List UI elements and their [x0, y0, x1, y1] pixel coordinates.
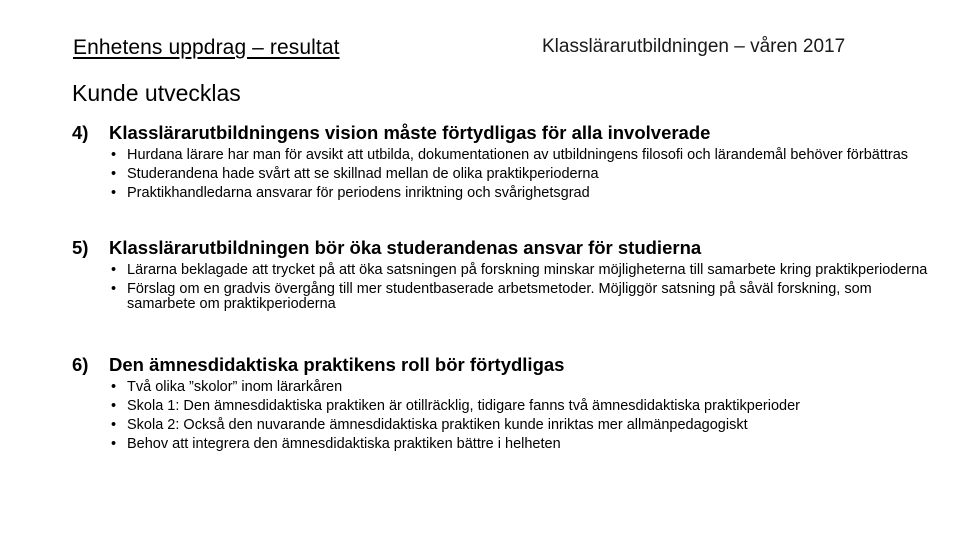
bullet-text: Förslag om en gradvis övergång till mer studentbaserade arbetsmetoder. Möjliggör satsning på såväl forskning, som samarbete om praktikperioderna	[127, 281, 872, 312]
bullet-dot-icon: •	[111, 147, 117, 163]
bullet-item	[72, 167, 932, 182]
section-4	[72, 122, 932, 205]
bullet-item	[72, 399, 932, 414]
header-right-title: Klasslärarutbildningen – våren 2017	[542, 36, 846, 57]
section-heading	[72, 122, 932, 144]
bullet-dot-icon: •	[111, 436, 117, 452]
bullet-item	[72, 186, 932, 201]
section-number: 5)	[72, 237, 89, 258]
section-heading	[72, 354, 932, 376]
bullet-dot-icon: •	[111, 166, 117, 182]
bullet-text: Skola 2: Också den nuvarande ämnesdidaktiska praktiken kunde inriktas mer allmänpedagogiskt	[127, 417, 748, 433]
bullet-text: Studerandena hade svårt att se skillnad mellan de olika praktikperioderna	[127, 166, 599, 182]
bullet-dot-icon: •	[111, 379, 117, 395]
section-5	[72, 237, 932, 316]
bullet-item	[72, 148, 932, 163]
slide-subtitle: Kunde utvecklas	[72, 80, 241, 106]
section-heading-text: Klasslärarutbildningens vision måste förtydligas för alla involverade	[109, 122, 711, 143]
bullet-item	[72, 282, 932, 312]
header-left-title: Enhetens uppdrag – resultat	[73, 36, 340, 59]
bullet-dot-icon: •	[111, 262, 117, 278]
section-heading-text: Klasslärarutbildningen bör öka studerandenas ansvar för studierna	[109, 237, 702, 258]
bullet-text: Hurdana lärare har man för avsikt att utbilda, dokumentationen av utbildningens filosofi och lärandemål behöver förbättras	[127, 147, 909, 163]
bullet-dot-icon: •	[111, 398, 117, 414]
bullet-item	[72, 418, 932, 433]
bullet-item	[72, 437, 932, 452]
bullet-list	[72, 263, 932, 312]
section-number: 4)	[72, 122, 89, 143]
bullet-text: Lärarna beklagade att trycket på att öka satsningen på forskning minskar möjligheterna till samarbete kring praktikperioderna	[127, 262, 928, 278]
section-heading-text: Den ämnesdidaktiska praktikens roll bör förtydligas	[109, 354, 565, 375]
bullet-dot-icon: •	[111, 185, 117, 201]
bullet-text: Behov att integrera den ämnesdidaktiska praktiken bättre i helheten	[127, 436, 561, 452]
bullet-dot-icon: •	[111, 417, 117, 433]
bullet-text: Två olika ”skolor” inom lärarkåren	[127, 379, 343, 395]
bullet-item	[72, 380, 932, 395]
bullet-list	[72, 380, 932, 452]
section-6	[72, 354, 932, 456]
section-heading	[72, 237, 932, 259]
bullet-text: Skola 1: Den ämnesdidaktiska praktiken är otillräcklig, tidigare fanns två ämnesdidaktiska praktikperioder	[127, 398, 800, 414]
bullet-list	[72, 148, 932, 201]
bullet-dot-icon: •	[111, 281, 117, 297]
section-number: 6)	[72, 354, 89, 375]
bullet-item	[72, 263, 932, 278]
bullet-text: Praktikhandledarna ansvarar för periodens inriktning och svårighetsgrad	[127, 185, 590, 201]
